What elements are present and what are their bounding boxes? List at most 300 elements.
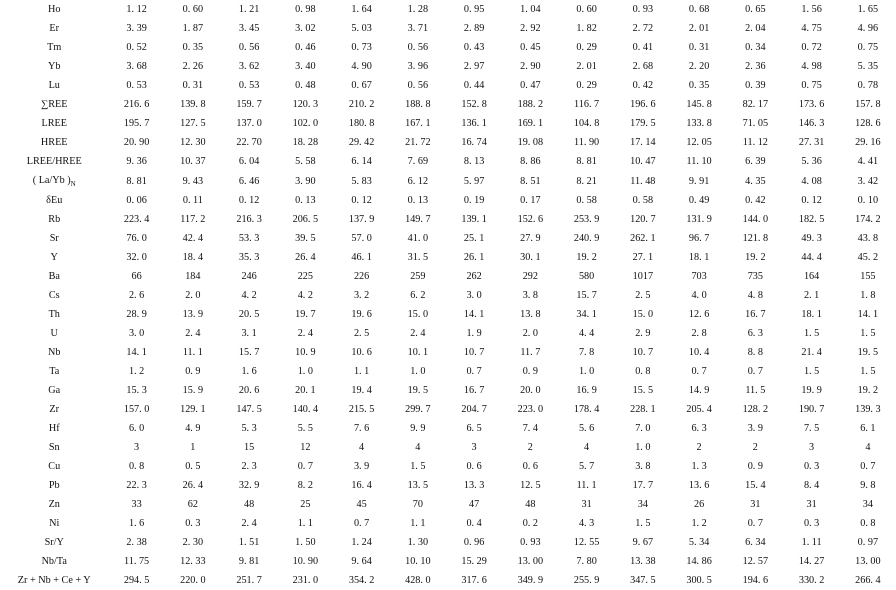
table-cell: 34. 1 [576,309,597,320]
table-cell: 66 [131,271,142,282]
row-label-text: Ga [48,385,61,396]
table-cell: 11. 75 [124,556,150,567]
table-cell: 251. 7 [236,575,262,586]
row-label-text: HREE [40,137,68,148]
row-label-text: Cs [48,290,60,301]
table-cell: 31 [581,499,592,510]
table-cell: 96. 7 [688,233,710,244]
table-cell: 15. 0 [632,309,654,320]
table-cell: 9. 81 [238,556,260,567]
table-row [0,76,896,95]
row-label [0,0,108,19]
table-cell: 1. 30 [407,537,429,548]
table-cell: 262. 1 [630,233,656,244]
table-cell: 16. 74 [461,137,487,148]
table-cell: 205. 4 [686,404,712,415]
table-row [0,19,896,38]
table-cell: 19. 9 [801,385,822,396]
table-cell: 0. 42 [745,195,766,206]
row-label [0,381,108,400]
table-cell: 2 [527,442,533,453]
table-cell: 19. 08 [517,137,544,148]
table-cell: 2. 3 [241,461,257,472]
table-cell: 5. 3 [241,423,257,434]
table-cell: 0. 58 [576,195,597,206]
table-cell: 0. 78 [857,80,879,91]
table-cell: 159. 7 [236,99,262,110]
table-cell: 4 [865,442,871,453]
table-cell: 7. 4 [522,423,538,434]
table-cell: 0. 9 [747,461,763,472]
table-cell: 1. 82 [576,23,597,34]
row-label-text: Er [49,23,60,34]
table-cell: 0. 72 [801,42,822,53]
table-cell: 174. 2 [855,214,881,225]
table-row [0,324,896,343]
table-cell: 2 [752,442,758,453]
table-cell: 0. 29 [576,80,597,91]
row-label [0,362,108,381]
table-cell: 0. 8 [860,518,876,529]
table-cell: 8. 81 [576,156,597,167]
table-row [0,419,896,438]
table-row [0,495,896,514]
table-cell: 0. 67 [351,80,372,91]
table-cell: 131. 9 [686,214,712,225]
table-cell: 13. 38 [630,556,656,567]
table-cell: 49. 3 [801,233,822,244]
table-cell: 1. 56 [801,4,822,15]
table-cell: 11. 1 [182,347,203,358]
table-cell: 210. 2 [348,99,375,110]
table-cell: 0. 12 [801,195,822,206]
table-row [0,95,896,114]
table-cell: 0. 7 [747,366,763,377]
table-cell: 0. 73 [351,42,372,53]
table-cell: 0. 39 [745,80,766,91]
table-cell: 19. 6 [351,309,372,320]
table-cell: 8. 51 [520,175,541,187]
row-label-text: Nb [48,347,61,358]
row-label-text: Zr [49,404,60,415]
row-label-text: LREE/HREE [26,156,82,167]
table-cell: 155 [860,271,876,282]
table-row [0,191,896,210]
table-cell: 21. 72 [405,137,431,148]
table-cell: 4 [359,442,365,453]
row-label-text: Lu [48,80,60,91]
table-cell: 2. 20 [688,61,710,72]
table-cell: 22. 3 [126,480,147,491]
table-cell: 20. 6 [238,385,260,396]
table-cell: 10. 1 [407,347,429,358]
table-cell: 8. 8 [747,347,763,358]
table-cell: 7. 6 [353,423,370,434]
table-cell: 182. 5 [798,214,825,225]
table-cell: 0. 3 [803,518,820,529]
table-cell: 228. 1 [630,404,656,415]
table-cell: 0. 58 [632,195,654,206]
table-row [0,457,896,476]
table-cell: 4. 35 [745,175,766,187]
table-cell: 120. 3 [292,99,319,110]
table-cell: 4. 2 [297,290,313,301]
table-cell: 139. 3 [855,404,881,415]
table-cell: 196. 6 [630,99,656,110]
table-cell: 1. 65 [857,4,879,15]
row-label [0,210,108,229]
table-cell: 7. 69 [407,156,429,167]
table-cell: 4. 0 [691,290,707,301]
table-cell: 0. 98 [295,4,316,15]
table-cell: 0. 5 [185,461,201,472]
table-cell: 20. 5 [238,309,260,320]
table-cell: 57. 0 [351,233,372,244]
row-label-text: Ho [48,4,61,15]
table-cell: 2. 30 [182,537,204,548]
table-cell: 129. 1 [180,404,206,415]
table-cell: 4. 8 [747,290,763,301]
table-cell: 3. 96 [407,61,429,72]
table-cell: 5. 7 [578,461,595,472]
table-cell: 2. 8 [691,328,707,339]
table-cell: 0. 6 [522,461,538,472]
table-cell: 5. 03 [351,23,372,34]
table-cell: 15 [244,442,255,453]
table-cell: 167. 1 [405,118,431,129]
row-label-text: Pb [48,480,60,491]
table-cell: 0. 93 [632,4,654,15]
table-cell: 5. 97 [463,175,485,187]
table-cell: 0. 13 [295,195,316,206]
table-cell: 5. 35 [857,61,879,72]
table-cell: 0. 52 [126,42,147,53]
table-cell: 15. 7 [576,290,597,301]
table-cell: 1. 24 [351,537,372,548]
table-cell: 3. 9 [353,461,370,472]
table-cell: 3. 9 [747,423,763,434]
table-cell: 144. 0 [742,214,769,225]
table-cell: 12. 57 [742,556,769,567]
row-label [0,419,108,438]
table-cell: 12. 05 [686,137,712,148]
table-cell: 2. 36 [745,61,766,72]
table-cell: 11. 10 [686,156,712,167]
row-label-text: Sr/Y [44,537,64,548]
table-cell: 580 [578,271,595,282]
table-cell: 6. 0 [128,423,145,434]
table-row [0,114,896,133]
table-cell: 1. 5 [635,518,651,529]
table-cell: 3. 39 [126,23,147,34]
row-label [0,152,108,171]
table-cell: 0. 68 [688,4,710,15]
table-cell: 3. 68 [126,61,147,72]
table-cell: 206. 5 [292,214,319,225]
table-cell: 0. 31 [688,42,710,53]
table-cell: 13. 6 [688,480,710,491]
table-cell: 121. 8 [742,233,769,244]
table-cell: 15. 3 [126,385,147,396]
table-cell: 19. 7 [295,309,316,320]
table-cell: 18. 28 [292,137,319,148]
table-row [0,0,896,19]
table-cell: 3. 0 [128,328,145,339]
row-label-text: ( La/Yb ) [32,175,71,186]
table-cell: 18. 4 [182,252,204,263]
table-cell: 120. 7 [630,214,656,225]
table-cell: 0. 3 [185,518,201,529]
table-cell: 0. 19 [463,195,485,206]
row-label [0,305,108,324]
table-cell: 0. 45 [520,42,541,53]
table-cell: 0. 12 [351,195,372,206]
table-cell: 2. 5 [635,290,651,301]
table-cell: 223. 4 [123,214,150,225]
table-cell: 14. 86 [686,556,712,567]
table-row [0,210,896,229]
table-cell: 223. 0 [517,404,544,415]
table-cell: 1. 5 [803,328,820,339]
table-cell: 26. 1 [463,252,485,263]
table-cell: 354. 2 [348,575,375,586]
table-cell: 0. 11 [182,195,203,206]
table-cell: 1. 04 [520,4,541,15]
table-cell: 149. 7 [405,214,431,225]
row-label-text: δEu [46,195,63,206]
table-cell: 13. 8 [520,309,541,320]
table-cell: 1. 0 [578,366,595,377]
table-cell: 292 [522,271,538,282]
table-cell: 39. 5 [295,233,316,244]
row-label [0,324,108,343]
table-cell: 12. 5 [520,480,541,491]
row-label-text: Yb [48,61,61,72]
table-cell: 246 [241,271,257,282]
table-cell: 216. 3 [236,214,262,225]
table-cell: 2. 38 [126,537,147,548]
table-cell: 7. 80 [576,556,597,567]
table-cell: 4. 90 [351,61,372,72]
table-cell: 8. 21 [576,175,597,187]
table-cell: 31 [806,499,817,510]
table-cell: 13. 00 [517,556,544,567]
table-cell: 2. 90 [520,61,541,72]
table-cell: 1. 6 [241,366,257,377]
table-cell: 104. 8 [573,118,600,129]
table-cell: 190. 7 [798,404,825,415]
table-cell: 0. 43 [463,42,485,53]
row-label-text: Zn [48,499,60,510]
table-cell: 1 [190,442,196,453]
table-cell: 20. 90 [123,137,150,148]
table-cell: 0. 3 [803,461,820,472]
table-cell: 15. 9 [182,385,204,396]
table-cell: 2. 4 [410,328,426,339]
table-cell: 266. 4 [855,575,881,586]
table-cell: 31 [750,499,761,510]
table-cell: 11. 5 [745,385,766,396]
table-cell: 294. 5 [123,575,150,586]
table-row [0,229,896,248]
table-cell: 195. 7 [123,118,150,129]
table-cell: 10. 37 [180,156,206,167]
table-row [0,400,896,419]
table-cell: 8. 86 [520,156,541,167]
table-row [0,533,896,552]
table-cell: 6. 12 [407,175,429,187]
table-cell: 3. 40 [295,61,316,72]
table-cell: 4. 08 [801,175,822,187]
table-cell: 14. 1 [126,347,147,358]
table-cell: 5. 5 [297,423,313,434]
table-cell: 0. 29 [576,42,597,53]
table-cell: 4 [584,442,590,453]
table-cell: 0. 10 [857,195,879,206]
table-cell: 0. 53 [238,80,260,91]
row-label [0,191,108,210]
table-cell: 137. 9 [348,214,375,225]
table-cell: 8. 2 [297,480,313,491]
row-label [0,533,108,552]
table-cell: 1. 2 [691,518,707,529]
table-cell: 703 [691,271,707,282]
table-cell: 3. 1 [241,328,257,339]
table-cell: 48 [525,499,536,510]
table-cell: 32. 9 [238,480,260,491]
table-cell: 2. 5 [353,328,370,339]
table-cell: 14. 1 [463,309,485,320]
row-label-text: Ni [49,518,60,529]
row-label-text: LREE [41,118,67,129]
row-label [0,267,108,286]
table-cell: 3. 42 [857,175,879,187]
table-row [0,552,896,571]
table-cell: 13. 5 [407,480,429,491]
table-row [0,343,896,362]
table-cell: 9. 91 [688,175,710,187]
table-cell: 15. 5 [632,385,654,396]
row-label [0,229,108,248]
table-cell: 9. 64 [351,556,372,567]
row-label-text: Tm [47,42,62,53]
table-cell: 16. 9 [576,385,597,396]
table-cell: 2. 04 [745,23,766,34]
table-cell: 16. 4 [351,480,372,491]
table-cell: 1. 0 [635,442,651,453]
table-cell: 1. 11 [801,537,822,548]
table-cell: 17. 7 [632,480,654,491]
table-cell: 188. 2 [517,99,544,110]
table-cell: 14. 1 [857,309,879,320]
table-cell: 4. 2 [241,290,257,301]
table-cell: 133. 8 [686,118,712,129]
table-cell: 299. 7 [405,404,431,415]
table-cell: 1. 0 [297,366,313,377]
table-cell: 330. 2 [798,575,825,586]
table-cell: 1. 5 [803,366,820,377]
table-cell: 0. 7 [297,461,313,472]
table-cell: 0. 56 [238,42,260,53]
table-cell: 6. 3 [691,423,707,434]
table-cell: 0. 65 [745,4,766,15]
table-cell: 10. 7 [463,347,485,358]
table-row [0,267,896,286]
table-row [0,152,896,171]
table-row [0,438,896,457]
row-label [0,57,108,76]
table-cell: 1. 1 [410,518,426,529]
table-row [0,305,896,324]
table-cell: 32. 0 [126,252,147,263]
table-cell: 0. 06 [126,195,147,206]
table-cell: 4 [415,442,421,453]
table-cell: 152. 8 [461,99,487,110]
table-cell: 48 [244,499,255,510]
table-cell: 14. 9 [688,385,710,396]
table-cell: 1. 5 [860,328,876,339]
table-cell: 3. 8 [522,290,538,301]
table-cell: 8. 81 [126,175,147,187]
table-cell: 2. 72 [632,23,654,34]
table-cell: 6. 46 [238,175,260,187]
row-label [0,495,108,514]
table-cell: 13. 9 [182,309,204,320]
table-cell: 0. 93 [520,537,541,548]
row-label-text: Sn [48,442,60,453]
table-cell: 0. 42 [632,80,654,91]
table-row [0,571,896,590]
table-cell: 253. 9 [573,214,600,225]
table-cell: 15. 0 [407,309,429,320]
table-cell: 157. 0 [123,404,150,415]
table-cell: 255. 9 [573,575,600,586]
table-cell: 12 [300,442,311,453]
table-cell: 137. 0 [236,118,262,129]
table-cell: 11. 12 [742,137,768,148]
table-cell: 41. 0 [407,233,429,244]
table-cell: 18. 1 [801,309,822,320]
table-cell: 12. 55 [573,537,600,548]
table-cell: 29. 16 [855,137,881,148]
table-cell: 35. 3 [238,252,260,263]
table-cell: 1. 3 [691,461,707,472]
table-cell: 0. 97 [857,537,879,548]
table-cell: 2. 0 [522,328,538,339]
table-cell: 15. 29 [461,556,487,567]
table-cell: 0. 17 [520,195,541,206]
table-cell: 43. 8 [857,233,879,244]
table-cell: 2. 01 [688,23,710,34]
table-cell: 3 [471,442,477,453]
table-row [0,476,896,495]
row-label [0,95,108,114]
table-cell: 0. 60 [182,4,204,15]
table-cell: 0. 7 [691,366,707,377]
table-cell: 6. 3 [747,328,763,339]
table-cell: 9. 36 [126,156,147,167]
table-cell: 146. 3 [798,118,825,129]
table-row [0,57,896,76]
table-cell: 0. 7 [353,518,370,529]
table-cell: 4. 96 [857,23,879,34]
row-label [0,171,108,191]
table-cell: 128. 6 [855,118,881,129]
table-cell: 145. 8 [686,99,712,110]
table-cell: 0. 53 [126,80,147,91]
table-cell: 1. 5 [860,366,876,377]
table-cell: 11. 7 [520,347,541,358]
